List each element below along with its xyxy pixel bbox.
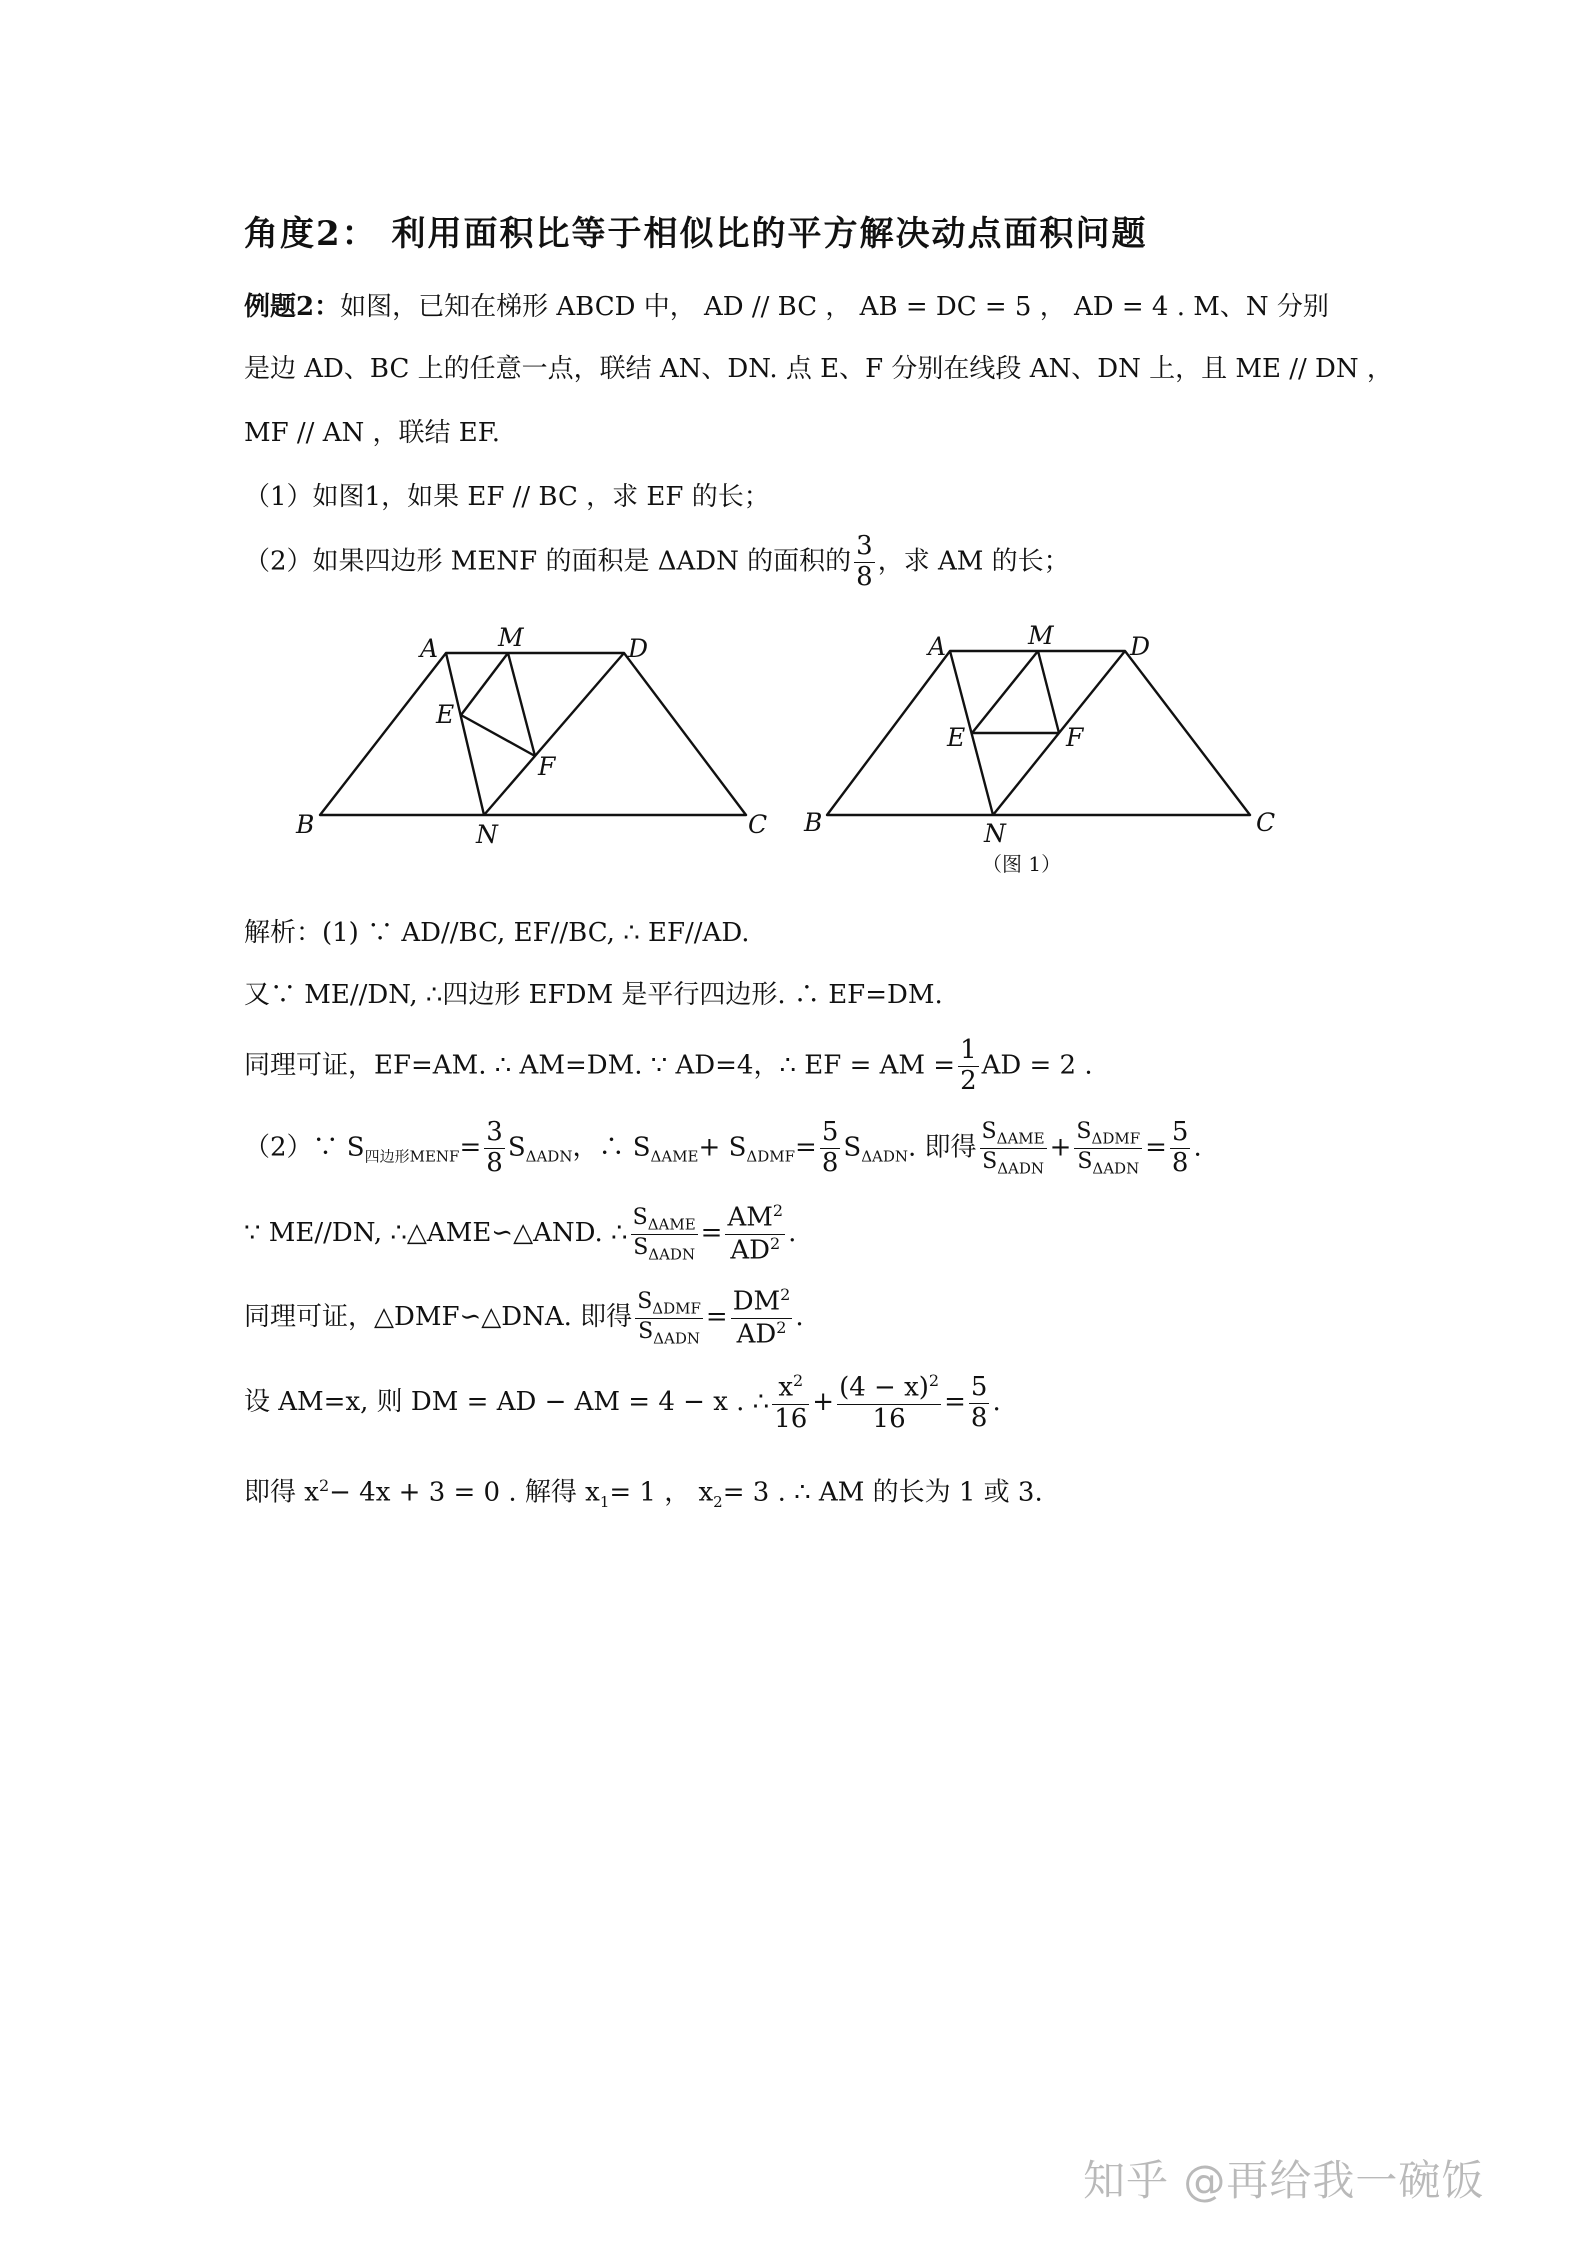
subscript: ΔAME bbox=[647, 1215, 696, 1234]
text: = bbox=[1145, 1132, 1167, 1163]
text: = 1 ， x bbox=[609, 1477, 714, 1508]
fraction bbox=[725, 1202, 785, 1266]
text: S bbox=[981, 1119, 997, 1145]
fraction bbox=[980, 1119, 1047, 1177]
text: AD bbox=[730, 1235, 770, 1266]
solution-line-5 bbox=[244, 1202, 796, 1266]
text: = 3 . ∴ AM 的长为 1 或 3. bbox=[722, 1477, 1043, 1508]
problem-line-3: MF // AN ，联结 EF. bbox=[244, 418, 501, 448]
text: S bbox=[507, 1132, 526, 1163]
fraction-numerator bbox=[631, 1205, 698, 1235]
fraction bbox=[969, 1373, 990, 1434]
text: DM bbox=[732, 1286, 781, 1317]
fraction-numerator bbox=[837, 1372, 941, 1405]
segment-dn bbox=[484, 653, 624, 815]
subscript: 2 bbox=[713, 1492, 723, 1511]
fraction-denominator: 8 bbox=[486, 1147, 503, 1178]
watermark: 知乎 @再给我一碗饭 bbox=[1083, 2156, 1485, 2205]
subscript: ΔDMF bbox=[746, 1147, 796, 1166]
fraction-denominator bbox=[980, 1149, 1047, 1178]
question-2-tail: ，求 AM 的长； bbox=[877, 546, 1070, 577]
fraction-numerator bbox=[731, 1286, 793, 1319]
text: + S bbox=[698, 1132, 747, 1163]
fraction-denominator bbox=[731, 1319, 793, 1351]
problem-line-2: 是边 AD、BC 上的任意一点，联结 AN、DN. 点 E、F 分别在线段 AN、DN 上，且 ME // DN ， bbox=[244, 354, 1393, 384]
superscript: 2 bbox=[776, 1317, 787, 1337]
fraction-numerator: 5 bbox=[970, 1371, 988, 1402]
fraction-denominator: 8 bbox=[970, 1402, 988, 1433]
fraction bbox=[1170, 1118, 1191, 1179]
segment-an bbox=[446, 653, 484, 815]
label-c: C bbox=[1256, 808, 1276, 837]
superscript: 2 bbox=[928, 1371, 940, 1390]
text: . bbox=[795, 1302, 804, 1333]
text: （2）∵ S bbox=[244, 1132, 365, 1163]
fraction-denominator: 8 bbox=[856, 561, 873, 592]
fraction-numerator bbox=[725, 1202, 785, 1235]
solution-line-3-tail: AD = 2 . bbox=[981, 1050, 1093, 1081]
subscript: ΔADN bbox=[653, 1328, 700, 1347]
subscript: ΔADN bbox=[861, 1147, 909, 1166]
fraction-denominator: 2 bbox=[960, 1065, 977, 1096]
subscript: ΔAME bbox=[996, 1129, 1045, 1148]
fraction-numerator: 3 bbox=[856, 531, 873, 561]
text: 同理可证，△DMF∽△DNA. 即得 bbox=[244, 1302, 633, 1333]
figure-right bbox=[800, 615, 1300, 885]
text: = bbox=[700, 1218, 723, 1249]
solution-line-2: 又∵ ME//DN, ∴四边形 EFDM 是平行四边形. ∴ EF=DM. bbox=[244, 980, 943, 1010]
label-n: N bbox=[984, 819, 1006, 848]
text: S bbox=[843, 1132, 862, 1163]
label-e: E bbox=[436, 700, 455, 729]
solution-line-8 bbox=[244, 1476, 1043, 1511]
label-m: M bbox=[498, 623, 524, 652]
superscript: 2 bbox=[772, 1201, 784, 1220]
subscript: ΔAME bbox=[650, 1147, 699, 1166]
solution-line-4 bbox=[244, 1118, 1202, 1179]
text: + bbox=[812, 1387, 835, 1418]
label-f: F bbox=[1066, 723, 1084, 752]
text: 即得 x bbox=[244, 1477, 319, 1508]
subscript: ΔADN bbox=[997, 1159, 1045, 1178]
solution-line-3-text: 同理可证，EF=AM. ∴ AM=DM. ∵ AD=4，∴ EF = AM = bbox=[244, 1050, 956, 1081]
text: x bbox=[778, 1372, 793, 1403]
superscript: 2 bbox=[780, 1285, 791, 1304]
text: S bbox=[982, 1148, 998, 1174]
subscript: 四边形MENF bbox=[364, 1147, 460, 1166]
solution-line-1: 解析：(1) ∵ AD//BC, EF//BC, ∴ EF//AD. bbox=[244, 918, 750, 948]
label-d: D bbox=[628, 634, 649, 663]
fraction-numerator: 1 bbox=[960, 1035, 977, 1065]
subscript: 1 bbox=[599, 1492, 610, 1511]
fraction bbox=[772, 1372, 809, 1434]
label-e: E bbox=[947, 723, 966, 752]
fraction bbox=[820, 1118, 841, 1179]
fraction-numerator: 5 bbox=[1171, 1117, 1189, 1147]
subscript: ΔADN bbox=[525, 1147, 573, 1166]
fraction-denominator: 16 bbox=[872, 1403, 906, 1434]
fraction bbox=[635, 1289, 703, 1347]
solution-line-7 bbox=[244, 1372, 1001, 1434]
fraction-numerator: 5 bbox=[821, 1117, 839, 1147]
label-a: A bbox=[928, 632, 947, 661]
fraction-three-eighths bbox=[854, 532, 875, 593]
text: . bbox=[788, 1218, 797, 1249]
fraction-numerator bbox=[980, 1119, 1047, 1149]
text: + bbox=[1049, 1132, 1072, 1163]
text: AM bbox=[727, 1202, 773, 1233]
text: (4 − x) bbox=[839, 1372, 929, 1403]
text: S bbox=[632, 1204, 648, 1230]
fraction-numerator bbox=[772, 1372, 809, 1405]
text: S bbox=[1076, 1119, 1092, 1145]
fraction-denominator bbox=[635, 1319, 703, 1348]
trapezoid-abcd bbox=[320, 653, 746, 815]
question-2-text: （2）如果四边形 MENF 的面积是 ΔADN 的面积的 bbox=[244, 546, 852, 577]
text: AD bbox=[736, 1319, 777, 1350]
subscript: ΔDMF bbox=[1091, 1129, 1141, 1148]
question-1: （1）如图1，如果 EF // BC ，求 EF 的长； bbox=[244, 482, 770, 512]
text: ∵ ME//DN, ∴△AME∽△AND. ∴ bbox=[244, 1218, 628, 1249]
fraction bbox=[484, 1118, 505, 1179]
subscript: ΔDMF bbox=[652, 1299, 701, 1318]
subscript: ΔADN bbox=[1092, 1159, 1140, 1178]
problem-text-1: 如图，已知在梯形 ABCD 中， AD // BC ， AB = DC = 5 ， AD = 4 . M、N 分别 bbox=[340, 292, 1329, 322]
text: S bbox=[637, 1288, 653, 1314]
text: . 即得 bbox=[908, 1132, 977, 1163]
label-a: A bbox=[420, 634, 439, 663]
text: ，∴ S bbox=[572, 1132, 651, 1163]
fraction-numerator bbox=[635, 1289, 703, 1319]
fraction-denominator: 8 bbox=[821, 1147, 839, 1178]
text: . bbox=[992, 1387, 1001, 1418]
solution-line-6 bbox=[244, 1286, 804, 1350]
label-c: C bbox=[748, 810, 768, 839]
fraction bbox=[837, 1372, 941, 1434]
fraction-denominator: 16 bbox=[774, 1403, 808, 1434]
figure-left bbox=[280, 615, 780, 855]
text: = bbox=[944, 1387, 966, 1418]
fraction-numerator: 3 bbox=[486, 1117, 503, 1147]
segment-me bbox=[461, 653, 508, 715]
text: 设 AM=x, 则 DM = AD − AM = 4 − x . ∴ bbox=[244, 1387, 770, 1418]
label-f: F bbox=[538, 752, 556, 781]
label-m: M bbox=[1028, 621, 1054, 650]
fraction-numerator bbox=[1074, 1119, 1142, 1149]
fraction-denominator bbox=[725, 1235, 785, 1267]
label-n: N bbox=[476, 820, 498, 849]
segment-ef bbox=[461, 715, 535, 756]
fraction bbox=[631, 1205, 698, 1263]
segment-mf bbox=[1038, 651, 1059, 733]
text: − 4x + 3 = 0 . 解得 x bbox=[329, 1477, 600, 1508]
question-2 bbox=[244, 532, 1070, 593]
text: S bbox=[633, 1234, 649, 1260]
problem-line-1 bbox=[244, 292, 1329, 323]
fraction-denominator bbox=[631, 1235, 698, 1264]
figure-caption: （图 1） bbox=[982, 852, 1062, 876]
superscript: 2 bbox=[769, 1233, 781, 1253]
label-d: D bbox=[1130, 632, 1151, 661]
fraction bbox=[1074, 1119, 1142, 1177]
text: S bbox=[1077, 1148, 1093, 1174]
segment-me bbox=[972, 651, 1038, 733]
label-b: B bbox=[804, 808, 823, 837]
text: = bbox=[459, 1132, 482, 1163]
fraction bbox=[731, 1286, 793, 1350]
segment-mf bbox=[508, 653, 535, 756]
subscript: ΔADN bbox=[648, 1244, 696, 1263]
label-b: B bbox=[296, 810, 315, 839]
problem-label: 例题2： bbox=[244, 292, 341, 322]
text: . bbox=[1193, 1132, 1202, 1163]
fraction-denominator: 8 bbox=[1171, 1147, 1189, 1178]
fraction-denominator bbox=[1074, 1149, 1142, 1178]
text: = bbox=[705, 1302, 728, 1333]
fraction-one-half bbox=[958, 1036, 979, 1097]
solution-line-3 bbox=[244, 1036, 1093, 1097]
text: S bbox=[638, 1318, 654, 1344]
superscript: 2 bbox=[318, 1476, 330, 1495]
superscript: 2 bbox=[792, 1371, 804, 1390]
text: = bbox=[795, 1132, 817, 1163]
section-title: 角度2： 利用面积比等于相似比的平方解决动点面积问题 bbox=[244, 214, 1148, 254]
